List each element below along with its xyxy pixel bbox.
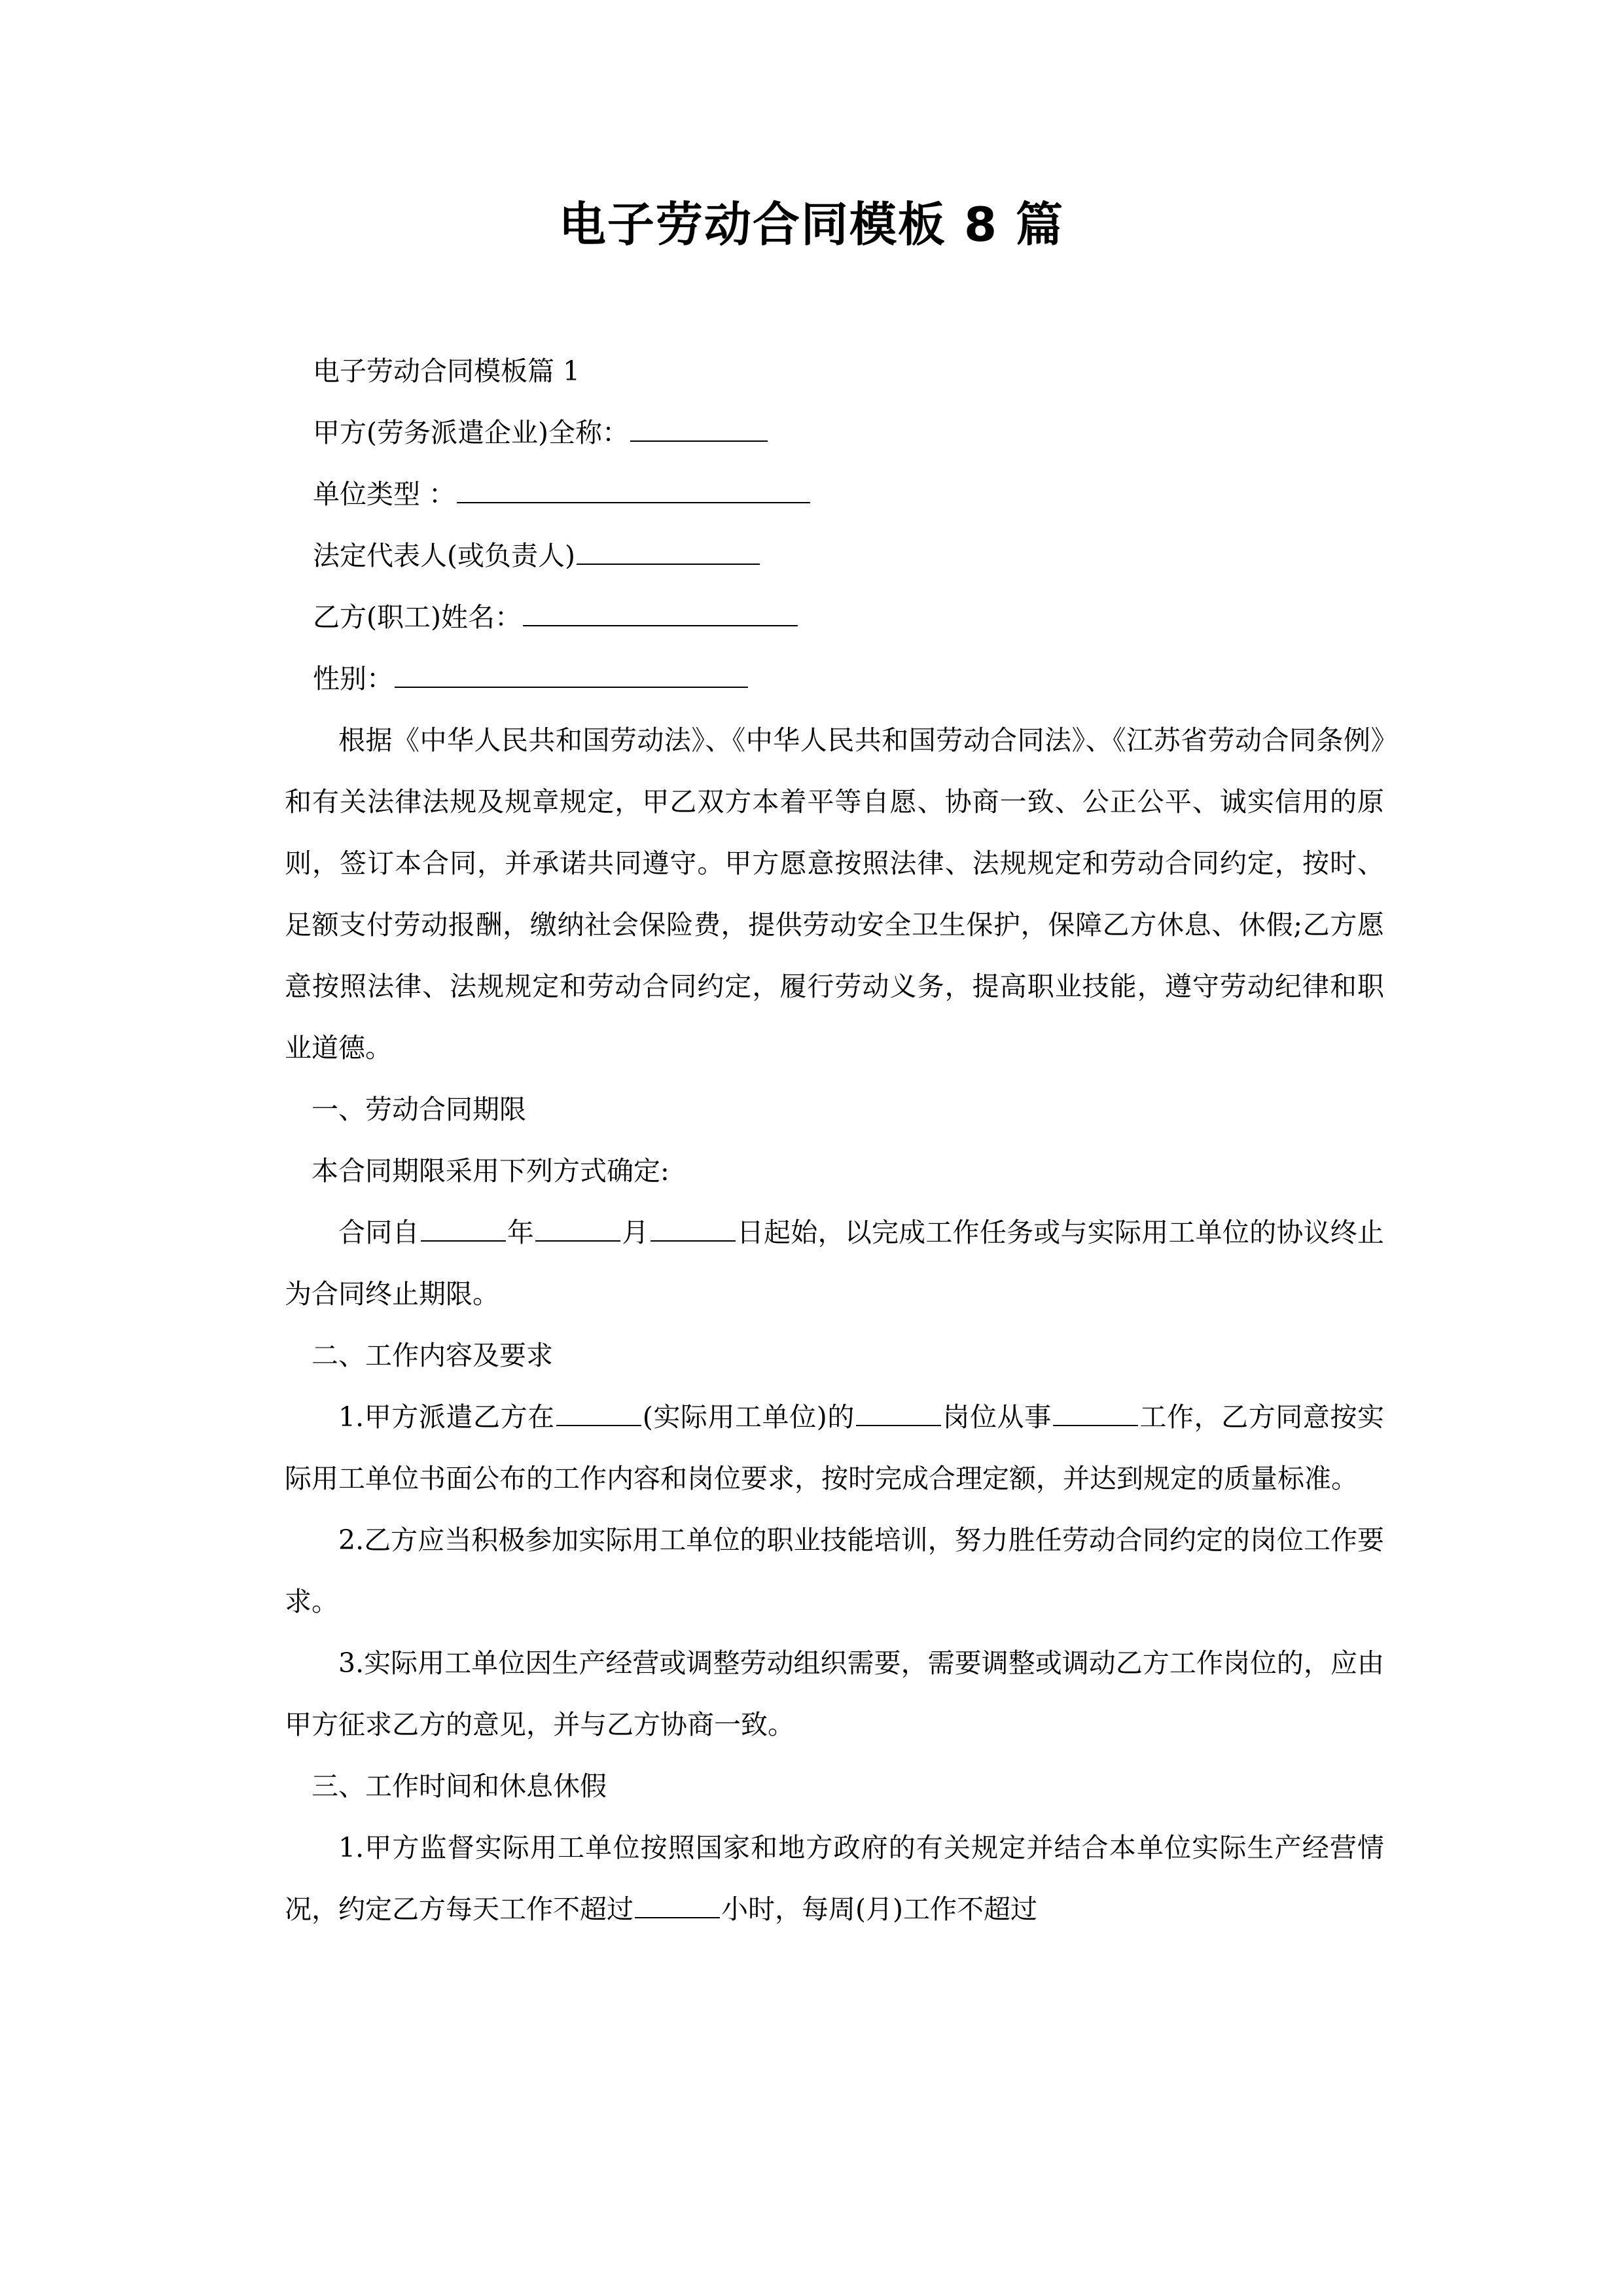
position-blank-rule[interactable] xyxy=(856,1399,941,1426)
section-2-item-3 xyxy=(285,1632,1384,1755)
item-text-prefix: 合同自 xyxy=(338,1217,419,1248)
item-text-part-1: 甲方派遣乙方在 xyxy=(364,1401,555,1433)
section-heading-1: 一、劳动合同期限 xyxy=(312,1094,526,1125)
document-body xyxy=(285,340,1384,1940)
item-text-part-3: 岗位从事 xyxy=(942,1401,1052,1433)
item-text-part-2: (实际用工单位)的 xyxy=(642,1401,855,1433)
year-blank-rule[interactable] xyxy=(421,1214,506,1242)
field-label: 法定代表人(或负责人) xyxy=(313,540,575,571)
field-label: 甲方(劳务派遣企业)全称： xyxy=(313,417,629,448)
item-text-part-1: 甲方监督实际用工单位按照国家和地方政府的有关规定并结合本单位实际生产经营情况，约定乙方每天工作不超过 xyxy=(285,1832,1384,1925)
field-gender xyxy=(285,648,1384,709)
section-1-item-1 xyxy=(285,1202,1384,1325)
field-label: 性别： xyxy=(313,663,393,694)
field-blank-rule[interactable] xyxy=(577,537,760,565)
employer-blank-rule[interactable] xyxy=(556,1399,641,1426)
field-blank-rule[interactable] xyxy=(457,476,810,503)
item-text: 乙方应当积极参加实际用工单位的职业技能培训，努力胜任劳动合同约定的岗位工作要求。 xyxy=(285,1524,1384,1617)
item-number: 1. xyxy=(338,1401,365,1433)
day-blank-rule[interactable] xyxy=(651,1214,736,1242)
item-number: 2. xyxy=(338,1524,365,1556)
field-unit-type xyxy=(285,463,1384,525)
field-label: 单位类型 ： xyxy=(313,478,456,510)
job-blank-rule[interactable] xyxy=(1053,1399,1138,1426)
preamble-paragraph: 根据《中华人民共和国劳动法》、《中华人民共和国劳动合同法》、《江苏省劳动合同条例》和有关法律法规及规章规定，甲乙双方本着平等自愿、协商一致、公正公平、诚实信用的原则，签订本合同，并承诺共同遵守。甲方愿意按照法律、法规规定和劳动合同约定，按时、足额支付劳动报酬，缴纳社会保险费，提供劳动安全卫生保护，保障乙方休息、休假;乙方愿意按照法律、法规规定和劳动合同约定，履行劳动义务，提高职业技能，遵守劳动纪律和职业道德。 xyxy=(285,725,1384,1064)
section-heading-3: 三、工作时间和休息休假 xyxy=(312,1770,607,1802)
item-text-part-4: 工作，乙方同意按实际用工单位书面公布的工作内容和岗位要求，按时完成合理定额，并达到规定的质量标准。 xyxy=(285,1401,1385,1494)
section-3-item-1 xyxy=(285,1817,1384,1940)
field-legal-representative xyxy=(285,525,1384,586)
field-party-b-name xyxy=(285,586,1384,648)
item-text: 实际用工单位因生产经营或调整劳动组织需要，需要调整或调动乙方工作岗位的，应由甲方征求乙方的意见，并与乙方协商一致。 xyxy=(285,1647,1384,1740)
section-heading-2: 二、工作内容及要求 xyxy=(312,1340,553,1371)
month-blank-rule[interactable] xyxy=(535,1214,620,1242)
document-subtitle: 电子劳动合同模板篇 1 xyxy=(313,355,580,387)
section-1-lead: 本合同期限采用下列方式确定: xyxy=(312,1155,669,1187)
item-text-part-2: 小时，每周(月)工作不超过 xyxy=(721,1893,1037,1925)
section-2-item-1 xyxy=(285,1386,1384,1509)
daily-hours-blank-rule[interactable] xyxy=(635,1891,720,1918)
item-text-suffix: 日起始，以完成工作任务或与实际用工单位的协议终止为合同终止期限。 xyxy=(285,1217,1385,1310)
item-number: 3. xyxy=(338,1647,365,1679)
section-2-item-2 xyxy=(285,1509,1384,1632)
field-party-a-name xyxy=(285,402,1384,463)
field-label: 乙方(职工)姓名： xyxy=(313,601,522,633)
item-number: 1. xyxy=(338,1832,365,1863)
page-title: 电子劳动合同模板 8 篇 xyxy=(558,197,1065,252)
field-blank-rule[interactable] xyxy=(395,660,748,688)
field-blank-rule[interactable] xyxy=(630,414,768,442)
item-text-year-unit: 年 xyxy=(507,1217,535,1248)
item-text-month-unit: 月 xyxy=(622,1217,649,1248)
field-blank-rule[interactable] xyxy=(523,599,798,626)
